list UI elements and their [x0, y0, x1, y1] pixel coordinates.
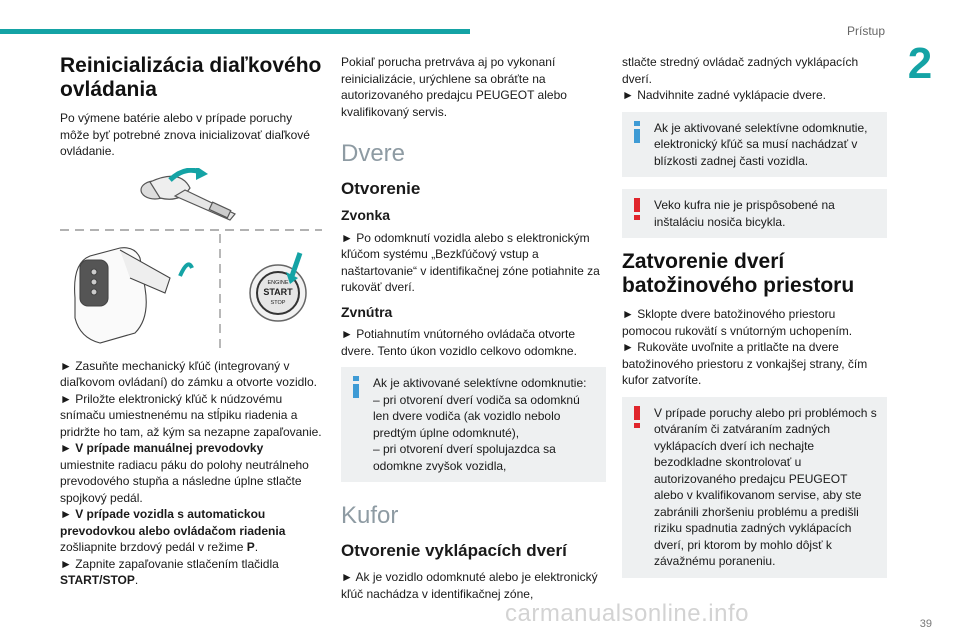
step-insert-key: ► Zasuňte mechanický kľúč (integrovaný v diaľkovom ovládaní) do zámku a otvorte vozidlo.	[60, 358, 317, 389]
section-name: Prístup	[846, 24, 885, 38]
info-box-selective-unlock	[341, 367, 606, 482]
intro-text: Po výmene batérie alebo v prípade poruchy môže byť potrebné znova inicializovať diaľkové ovládanie.	[60, 111, 310, 158]
heading-open-tailgate: Otvorenie vyklápacích dverí	[341, 540, 567, 560]
svg-text:ENGINE: ENGINE	[267, 279, 289, 286]
header-accent-bar	[0, 29, 470, 34]
start-stop-button-icon	[250, 253, 306, 321]
step-hold-key: ► Priložte elektronický kľúč k núdzovému snímaču umiestnenému na stĺpiku riadenia a pridržte ho tam, až kým sa nezapne zapaľovanie.	[60, 391, 322, 439]
info-box-key-location	[622, 112, 887, 178]
heading-opening: Otvorenie	[341, 178, 421, 198]
info-line-1: Ak je aktivované selektívne odomknutie:	[373, 376, 587, 390]
ignition-text: ► Zapnite zapaľovanie stlačením tlačidla	[60, 556, 279, 571]
page-number: 39	[919, 618, 932, 630]
info-text: Ak je aktivované selektívne odomknutie, elektronický kľúč sa musí nachádzať v blízkosti zadnej časti vozidla.	[654, 120, 868, 168]
chapter-number: 2	[900, 42, 940, 86]
svg-text:START: START	[263, 286, 293, 297]
column-2	[341, 54, 606, 610]
hand-with-key-icon	[75, 247, 192, 342]
step-lift-tailgate: ► Nadvihnite zadné vyklápacie dvere.	[622, 88, 826, 102]
svg-text:STOP: STOP	[270, 299, 286, 306]
key-illustration	[60, 168, 322, 348]
tailgate-continue-text: stlačte stredný ovládač zadných vyklápacích dverí.	[622, 55, 859, 86]
manual-gearbox-label: ► V prípade manuálnej prevodovky	[60, 441, 264, 455]
mode-p: P	[246, 540, 255, 554]
step-press-trunk: ► Rukoväte uvoľnite a pritlačte na dvere batožinového priestoru z vonkajšej strany, čím kufor zatvoríte.	[622, 340, 868, 387]
start-stop-label: START/STOP	[60, 573, 135, 587]
column-1	[60, 54, 322, 589]
heading-reinitialization: Reinicializácia diaľkového ovládania	[60, 54, 322, 101]
warning-text: V prípade poruchy alebo pri problémoch s otváraním či zatváraním zadných vyklápacích dverí ich nechajte bezodkladne skontrolovať u autorizovaného predajcu PEUGEOT alebo v kvalifikovanom servise, aby ste zabránili zhoršeniu problému a predišli riziku spadnutia zadných vyklápacích dverí, pri ktorom by mohlo dôjsť k závažnému poraneniu.	[654, 405, 877, 568]
heading-outside: Zvonka	[341, 207, 391, 223]
inside-text: ► Potiahnutím vnútorného ovládača otvorte dvere. Tento úkon vozidlo celkovo odomkne.	[341, 327, 577, 358]
info-icon	[631, 121, 643, 143]
heading-inside: Zvnútra	[341, 303, 393, 320]
step-lower-trunk: ► Sklopte dvere batožinového priestoru pomocou rukovätí s vnútorným uchopením.	[622, 307, 853, 338]
key-diagram-svg	[60, 168, 322, 348]
warning-text: Veko kufra nie je prispôsobené na inštaláciu nosiča bicykla.	[654, 198, 835, 229]
heading-close-trunk: Zatvorenie dverí batožinového priestoru	[622, 250, 855, 297]
chapter-title-trunk: Kufor	[341, 502, 399, 529]
automatic-gearbox-label: ► V prípade vozidla s automatickou prevodovkou alebo ovládačom riadenia	[60, 507, 286, 538]
warning-icon	[631, 198, 643, 220]
warning-box-bike-rack	[622, 189, 887, 238]
column-3	[622, 54, 887, 590]
tailgate-open-text: ► Ak je vozidlo odomknuté alebo je elektronický kľúč nachádza v identifikačnej zóne,	[341, 570, 598, 601]
arrow-icon	[170, 170, 200, 180]
step-automatic-gearbox: ► V prípade vozidla s automatickou prevodovkou alebo ovládačom riadenia zošliapnite brzdový pedál v režime P.	[60, 507, 286, 554]
steering-column-icon	[141, 176, 235, 220]
chapter-title-doors: Dvere	[341, 140, 406, 167]
manual-gearbox-text: umiestnite radiacu páku do polohy neutrálneho prevodového stupňa a následne úplne stlačte spojkový pedál.	[60, 457, 309, 505]
warning-icon	[631, 406, 643, 428]
info-line-2: – pri otvorení dverí vodiča sa odomknú len dvere vodiča (ak vozidlo nebolo predtým úplne odomknuté),	[373, 392, 580, 440]
step-ignition: ► Zapnite zapaľovanie stlačením tlačidla START/STOP.	[60, 556, 279, 587]
persist-text: Pokiaľ porucha pretrváva aj po vykonaní reinicializácie, urýchlene sa obráťte na autorizovaného predajcu PEUGEOT alebo kvalifikovaný servis.	[341, 55, 567, 119]
info-icon	[350, 376, 362, 398]
automatic-gearbox-text: zošliapnite brzdový pedál v režime	[60, 540, 244, 554]
outside-text: ► Po odomknutí vozidla alebo s elektronickým kľúčom systému „Bezkľúčový vstup a naštartovanie“ v identifikačnej zóne potiahnite za rukoväť dverí.	[341, 230, 600, 294]
step-manual-gearbox	[60, 440, 322, 506]
watermark: carmanualsonline.info	[505, 600, 749, 627]
warning-box-malfunction	[622, 397, 887, 578]
info-line-3: – pri otvorení dverí spolujazdca sa odomkne zvyšok vozidla,	[373, 442, 556, 473]
